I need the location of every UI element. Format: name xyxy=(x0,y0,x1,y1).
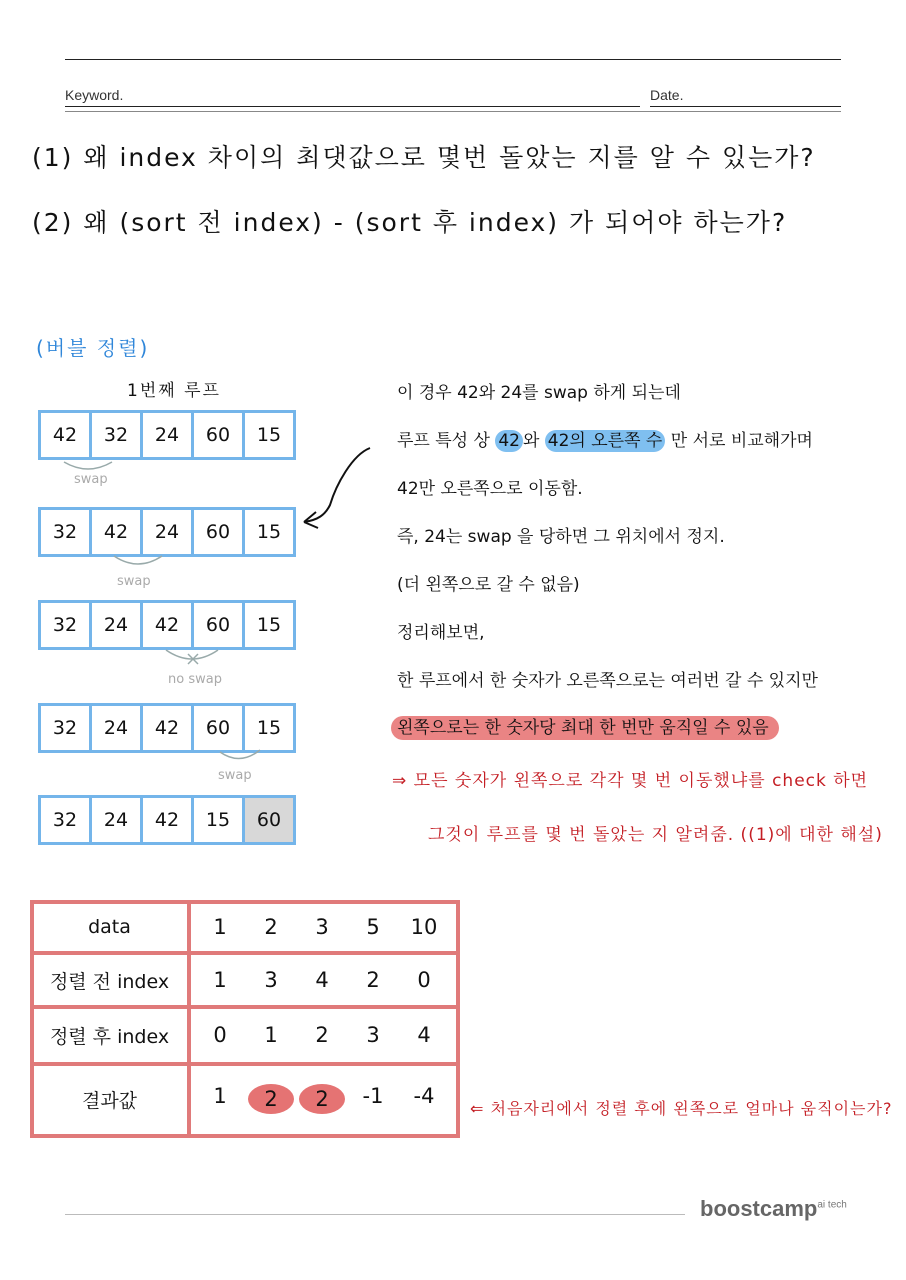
loop-label: 1번째 루프 xyxy=(127,381,221,401)
question-1: (1) 왜 index 차이의 최댓값으로 몇번 돌았는 지를 알 수 있는가? xyxy=(32,143,816,172)
table-cell: 2 xyxy=(366,968,380,992)
no-swap-note: no swap xyxy=(168,672,222,687)
array-cell: 24 xyxy=(143,413,194,457)
table-row-values xyxy=(187,1084,447,1114)
table-cell: -4 xyxy=(413,1084,435,1108)
array-cell: 32 xyxy=(41,603,92,647)
explanation-line-3: 42만 오른쪽으로 이동함. xyxy=(397,479,583,499)
table-row-header: data xyxy=(88,916,131,938)
array-step-3 xyxy=(38,600,296,650)
table-row-header: 결과값 xyxy=(81,1089,138,1112)
table-cell: 0 xyxy=(213,1023,227,1047)
table-row-data xyxy=(32,898,458,956)
array-cell-sorted: 60 xyxy=(245,798,293,842)
table-cell: 4 xyxy=(417,1023,431,1047)
array-cell: 42 xyxy=(41,413,92,457)
explanation-line-8 xyxy=(391,713,779,738)
array-cell: 24 xyxy=(92,603,143,647)
swap-note: swap xyxy=(218,768,252,783)
header-top-rule xyxy=(65,59,841,60)
explanation-line-6: 정리해보면, xyxy=(397,623,485,643)
table-cell: 2 xyxy=(264,915,278,939)
table-cell: 3 xyxy=(264,968,278,992)
table-cell: 1 xyxy=(213,968,227,992)
swap-arc-icon xyxy=(64,462,112,469)
table-cell: 3 xyxy=(315,915,329,939)
no-swap-arc-icon xyxy=(166,650,218,659)
explanation-line-2-pre: 루프 특성 상 xyxy=(397,431,496,451)
swap-arc-icon xyxy=(114,556,162,564)
date-label: Date. xyxy=(650,87,684,103)
table-cell: 3 xyxy=(366,1023,380,1047)
brand-superscript: ai tech xyxy=(817,1199,847,1211)
array-cell: 60 xyxy=(194,706,245,750)
highlight-42: 42 xyxy=(495,430,523,452)
array-cell: 42 xyxy=(92,510,143,554)
array-cell: 24 xyxy=(92,706,143,750)
pointer-arrowhead-icon xyxy=(304,512,318,528)
array-cell: 24 xyxy=(143,510,194,554)
swap-note: swap xyxy=(117,574,151,589)
table-row-values xyxy=(187,915,447,939)
array-cell: 42 xyxy=(143,798,194,842)
table-annotation: ⇐ 처음자리에서 정렬 후에 왼쪽으로 얼마나 움직이는가? xyxy=(470,1099,893,1118)
explanation-line-4: 즉, 24는 swap 을 당하면 그 위치에서 정지. xyxy=(397,527,725,547)
array-cell: 15 xyxy=(256,614,282,636)
table-cell: 5 xyxy=(366,915,380,939)
swap-note: swap xyxy=(74,472,108,487)
array-step-5 xyxy=(38,795,296,845)
array-cell: 32 xyxy=(41,510,92,554)
array-step-1 xyxy=(38,410,296,460)
keyword-label: Keyword. xyxy=(65,87,124,103)
table-row-result xyxy=(32,1070,458,1128)
table-row-index-before xyxy=(32,951,458,1009)
explanation-line-5: (더 왼쪽으로 갈 수 없음) xyxy=(397,575,580,595)
array-cell: 24 xyxy=(92,798,143,842)
question-2: (2) 왜 (sort 전 index) - (sort 후 index) 가 되어야 하는가? xyxy=(32,208,788,237)
table-cell: 1 xyxy=(213,1084,227,1108)
table-row-values xyxy=(187,1023,447,1047)
array-cell: 32 xyxy=(41,706,92,750)
explanation-line-7: 한 루프에서 한 숫자가 오른쪽으로는 여러번 갈 수 있지만 xyxy=(397,671,818,691)
array-cell: 60 xyxy=(194,603,245,647)
keyword-underline xyxy=(65,106,640,107)
section-title: (버블 정렬) xyxy=(36,336,150,360)
table-row-index-after xyxy=(32,1006,458,1064)
table-cell: 10 xyxy=(410,915,438,939)
array-cell: 60 xyxy=(194,510,245,554)
array-cell: 42 xyxy=(143,603,194,647)
table-cell-circled xyxy=(248,1084,294,1114)
brand-logo xyxy=(700,1196,847,1222)
table-cell: -1 xyxy=(362,1084,384,1108)
no-swap-cross-icon xyxy=(188,654,198,664)
highlight-right-number: 42의 오른쪽 수 xyxy=(545,430,666,452)
array-cell: 15 xyxy=(256,717,282,739)
array-cell: 32 xyxy=(41,798,92,842)
circled-value: 2 xyxy=(248,1084,294,1114)
table-row-values xyxy=(187,968,447,992)
table-cell: 0 xyxy=(417,968,431,992)
circled-value: 2 xyxy=(299,1084,345,1114)
array-cell: 15 xyxy=(256,424,282,446)
date-underline xyxy=(650,106,841,107)
brand-name: boostcamp xyxy=(700,1196,818,1221)
table-cell-circled xyxy=(299,1084,345,1114)
footer-rule xyxy=(65,1214,685,1215)
pointer-arrow-icon xyxy=(304,448,370,522)
explanation-line-2-post: 만 서로 비교해가며 xyxy=(665,431,813,451)
array-cell: 15 xyxy=(194,798,245,842)
explanation-line-1: 이 경우 42와 24를 swap 하게 되는데 xyxy=(397,383,681,403)
explanation-line-2-mid: 와 xyxy=(522,431,545,451)
conclusion-line-2: 그것이 루프를 몇 번 돌았는 지 알려줌. ((1)에 대한 해설) xyxy=(428,825,883,845)
explanation-line-2 xyxy=(397,426,813,451)
array-cell: 32 xyxy=(92,413,143,457)
table-row-header: 정렬 전 index xyxy=(49,970,170,993)
table-cell: 4 xyxy=(315,968,329,992)
array-step-2 xyxy=(38,507,296,557)
conclusion-line-1: ⇒ 모든 숫자가 왼쪽으로 각각 몇 번 이동했냐를 check 하면 xyxy=(392,771,869,791)
table-cell: 1 xyxy=(213,915,227,939)
array-step-4 xyxy=(38,703,296,753)
array-cell: 60 xyxy=(194,413,245,457)
table-cell: 2 xyxy=(315,1023,329,1047)
header-bottom-rule xyxy=(65,111,841,112)
highlight-key-point: 왼쪽으로는 한 숫자당 최대 한 번만 움직일 수 있음 xyxy=(391,716,779,740)
table-cell: 1 xyxy=(264,1023,278,1047)
array-cell: 42 xyxy=(143,706,194,750)
table-row-header: 정렬 후 index xyxy=(49,1025,170,1048)
array-cell: 15 xyxy=(256,521,282,543)
